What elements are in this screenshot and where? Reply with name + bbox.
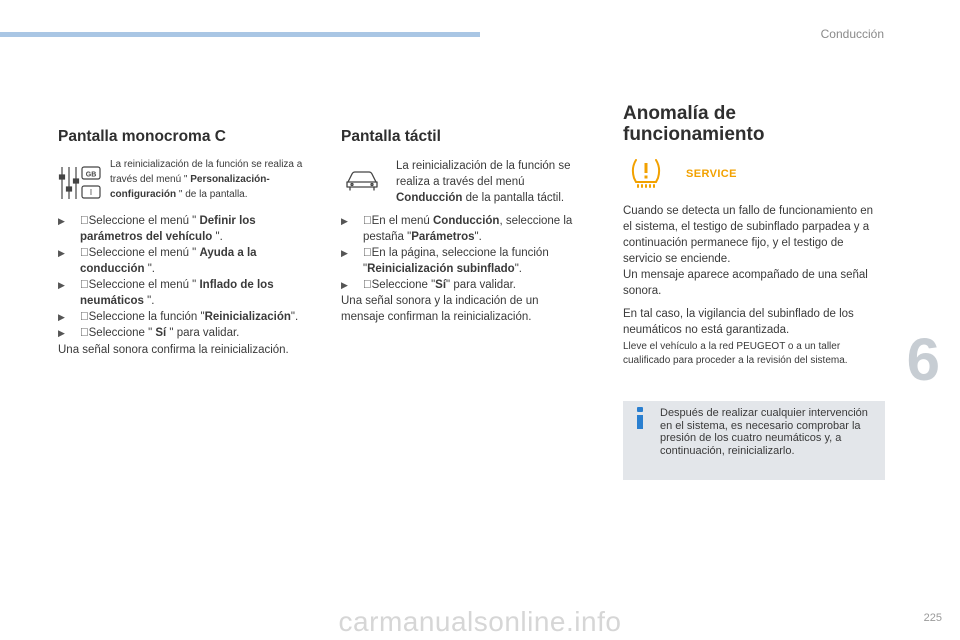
bullet-icon: ▶ [341,280,348,290]
bullet-icon: ▶ [58,248,65,258]
list-item: ▶ Seleccione " Sí " para validar. [58,327,240,339]
bullet-icon: ▶ [58,328,65,338]
touch-title: Pantalla táctil [341,128,441,145]
gb-label: GB [85,171,97,179]
bullet-icon: ▶ [341,248,348,258]
title-line: funcionamiento [623,124,765,145]
intro-text: La reinicialización de la función se realiza a través del menú [396,160,571,188]
anomaly-para-4: Lleve el vehículo a la red PEUGEOT o a un taller cualificado para proceder a la revisión del sistema. [623,341,848,366]
title-line: Anomalía de [623,103,736,124]
top-accent-bar [0,32,480,37]
touch-intro [396,158,576,206]
intro-text: " de la pantalla. [176,189,248,200]
section-title: Conducción [820,27,884,41]
anomaly-title [623,103,764,145]
watermark: carmanualsonline.info [338,606,622,637]
bullet-icon: ▶ [341,216,348,226]
car-icon [345,168,379,192]
tyre-pressure-warning-icon [629,156,663,188]
bullet-icon: ▶ [58,312,65,322]
info-icon [635,407,645,429]
i-label: I [89,188,93,197]
monochrome-footer: Una señal sonora confirma la reinicialización. [58,344,289,356]
info-text: Después de realizar cualquier intervención en el sistema, es necesario comprobar la presión de los cuatro neumáticos y, a continuación, reinicializarlo. [660,407,868,457]
list-item: ▶ Seleccione el menú " Ayuda a la conducción ". [58,247,257,275]
chapter-number: 6 [906,326,940,393]
settings-menu-icon [58,163,104,203]
intro-bold: Conducción [396,192,463,204]
monochrome-title: Pantalla monocroma C [58,128,226,145]
list-item: ▶ En la página, seleccione la función "Reinicialización subinflado". [341,247,549,275]
anomaly-para-2: Un mensaje aparece acompañado de una señal sonora. [623,269,868,297]
list-item: ▶ Seleccione "Sí" para validar. [341,279,516,291]
bullet-icon: ▶ [58,280,65,290]
anomaly-para-3: En tal caso, la vigilancia del subinflado de los neumáticos no está garantizada. [623,308,854,336]
page-number: 225 [923,612,942,624]
list-item: ▶ Seleccione el menú " Inflado de los neumáticos ". [58,279,274,307]
bullet-icon: ▶ [58,216,65,226]
list-item: ▶ Seleccione la función "Reinicialización". [58,311,299,323]
list-item: ▶ En el menú Conducción, seleccione la pestaña "Parámetros". [341,215,573,243]
monochrome-steps [58,213,308,341]
intro-text: La reinicialización de la función se realiza a través del menú " [110,159,303,185]
anomaly-para-1: Cuando se detecta un fallo de funcionamiento en el sistema, el testigo de subinflado parpadea y a continuación permanece fijo, y el testigo de servicio se enciende. [623,205,873,265]
touch-steps [341,213,581,293]
monochrome-intro [110,157,320,202]
info-box [623,401,885,480]
intro-text: de la pantalla táctil. [462,192,565,204]
list-item: ▶ Seleccione el menú " Definir los parámetros del vehículo ". [58,215,256,243]
intro-bold: Personalización-configuración [110,174,270,200]
service-warning-label: SERVICE [686,168,737,180]
touch-footer: Una señal sonora y la indicación de un mensaje confirman la reinicialización. [341,295,539,323]
